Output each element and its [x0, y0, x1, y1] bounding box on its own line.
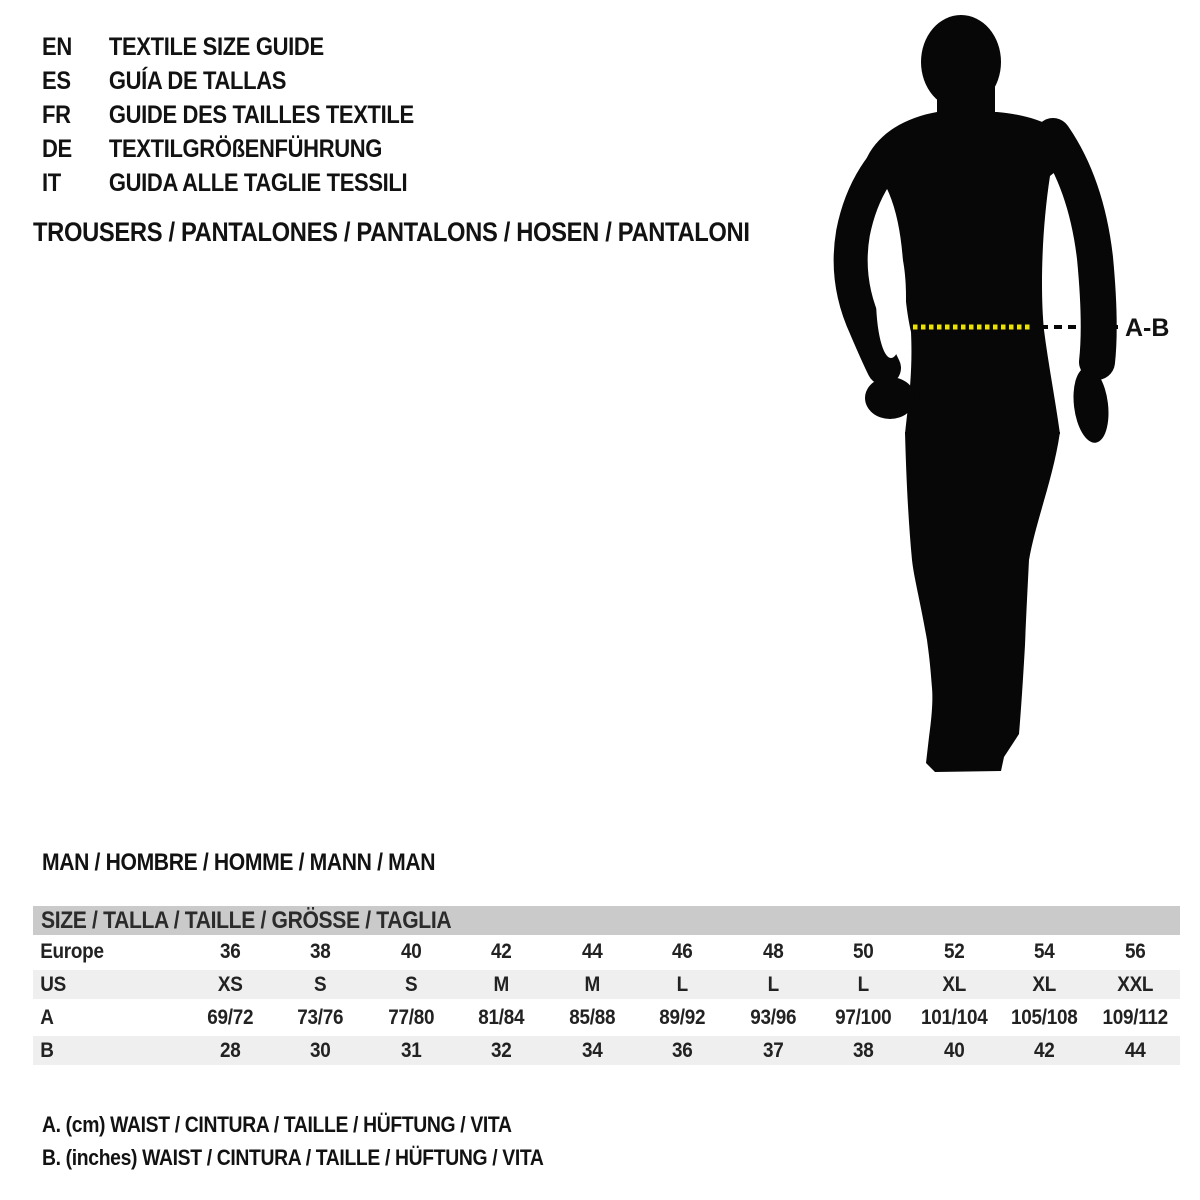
- table-cell: 31: [400, 1038, 422, 1062]
- language-row: [42, 98, 414, 132]
- table-cell: 38: [310, 939, 331, 963]
- table-cell: 36: [672, 1038, 693, 1062]
- legs: [905, 432, 1060, 772]
- size-table-header: [33, 906, 1180, 935]
- table-cell: 93/96: [749, 1005, 796, 1029]
- table-cell: M: [584, 972, 600, 996]
- table-cell: 54: [1034, 939, 1055, 963]
- table-row-europe: [33, 935, 1180, 968]
- waist-measure-label: A-B: [1125, 314, 1170, 342]
- row-label: US: [40, 972, 66, 996]
- table-cell: 56: [1124, 939, 1146, 963]
- table-row-us: [33, 968, 1180, 1001]
- language-row: [42, 166, 414, 200]
- language-row: [42, 30, 414, 64]
- table-cell: 85/88: [569, 1005, 616, 1029]
- table-cell: XXL: [1116, 972, 1153, 996]
- table-cell: 40: [400, 939, 422, 963]
- table-cell: XL: [942, 972, 966, 996]
- table-cell: 105/108: [1011, 1005, 1078, 1029]
- armpit-gap: [876, 236, 906, 358]
- table-cell: 73/76: [297, 1005, 344, 1029]
- table-cell: L: [857, 972, 870, 996]
- language-code: EN: [42, 32, 72, 61]
- language-code: IT: [42, 168, 61, 197]
- measurement-footnotes: [42, 1108, 612, 1174]
- man-silhouette-figure: [820, 0, 1200, 800]
- section-heading: MAN / HOMBRE / HOMME / MANN / MAN: [42, 849, 436, 876]
- table-cell: 28: [219, 1038, 241, 1062]
- table-cell: 37: [762, 1038, 784, 1062]
- table-row-a-cm: [33, 1001, 1180, 1034]
- language-code: DE: [42, 134, 72, 163]
- table-cell: 40: [943, 1038, 965, 1062]
- table-cell: 50: [853, 939, 874, 963]
- table-cell: 81/84: [478, 1005, 525, 1029]
- table-cell: 109/112: [1102, 1005, 1168, 1029]
- table-cell: XS: [217, 972, 243, 996]
- table-row-b-inches: [33, 1034, 1180, 1067]
- table-cell: 97/100: [835, 1005, 892, 1029]
- language-code: FR: [42, 100, 71, 129]
- table-cell: 69/72: [207, 1005, 254, 1029]
- size-table: [33, 906, 1180, 1067]
- table-cell: 48: [762, 939, 784, 963]
- table-cell: 36: [219, 939, 241, 963]
- table-cell: L: [676, 972, 689, 996]
- table-cell: 34: [581, 1038, 603, 1062]
- table-cell: 101/104: [920, 1005, 988, 1029]
- table-cell: M: [493, 972, 510, 996]
- man-silhouette: [851, 15, 1113, 772]
- table-cell: 77/80: [388, 1005, 435, 1029]
- table-cell: 32: [491, 1038, 512, 1062]
- footnote-a: A. (cm) WAIST / CINTURA / TAILLE / HÜFTUNG / VITA: [42, 1111, 512, 1137]
- product-heading: TROUSERS / PANTALONES / PANTALONS / HOSEN / PANTALONI: [33, 217, 750, 247]
- table-cell: XL: [1032, 972, 1057, 996]
- language-title: TEXTILGRÖßENFÜHRUNG: [108, 134, 383, 163]
- table-cell: 38: [853, 1038, 874, 1062]
- row-label: A: [40, 1005, 54, 1029]
- left-hand: [865, 377, 915, 419]
- table-cell: 44: [1124, 1038, 1146, 1062]
- footnote-b: B. (inches) WAIST / CINTURA / TAILLE / HÜFTUNG / VITA: [42, 1144, 544, 1170]
- language-row: [42, 64, 414, 98]
- language-title: GUÍA DE TALLAS: [108, 66, 287, 95]
- table-cell: 52: [943, 939, 965, 963]
- language-row: [42, 132, 414, 166]
- row-label: B: [40, 1038, 54, 1062]
- table-cell: 46: [672, 939, 693, 963]
- table-cell: S: [314, 972, 327, 996]
- table-cell: 42: [1034, 1038, 1055, 1062]
- language-list: [42, 30, 465, 200]
- table-cell: L: [767, 972, 779, 996]
- table-cell: 89/92: [659, 1005, 706, 1029]
- table-cell: S: [404, 972, 418, 996]
- size-table-header-label: SIZE / TALLA / TAILLE / GRÖSSE / TAGLIA: [41, 906, 452, 934]
- language-title: TEXTILE SIZE GUIDE: [108, 32, 324, 61]
- table-cell: 30: [310, 1038, 331, 1062]
- language-title: GUIDE DES TAILLES TEXTILE: [108, 100, 414, 129]
- table-cell: 42: [491, 939, 512, 963]
- table-cell: 44: [581, 939, 603, 963]
- language-code: ES: [42, 66, 71, 95]
- language-title: GUIDA ALLE TAGLIE TESSILI: [108, 168, 408, 197]
- row-label: Europe: [40, 939, 104, 963]
